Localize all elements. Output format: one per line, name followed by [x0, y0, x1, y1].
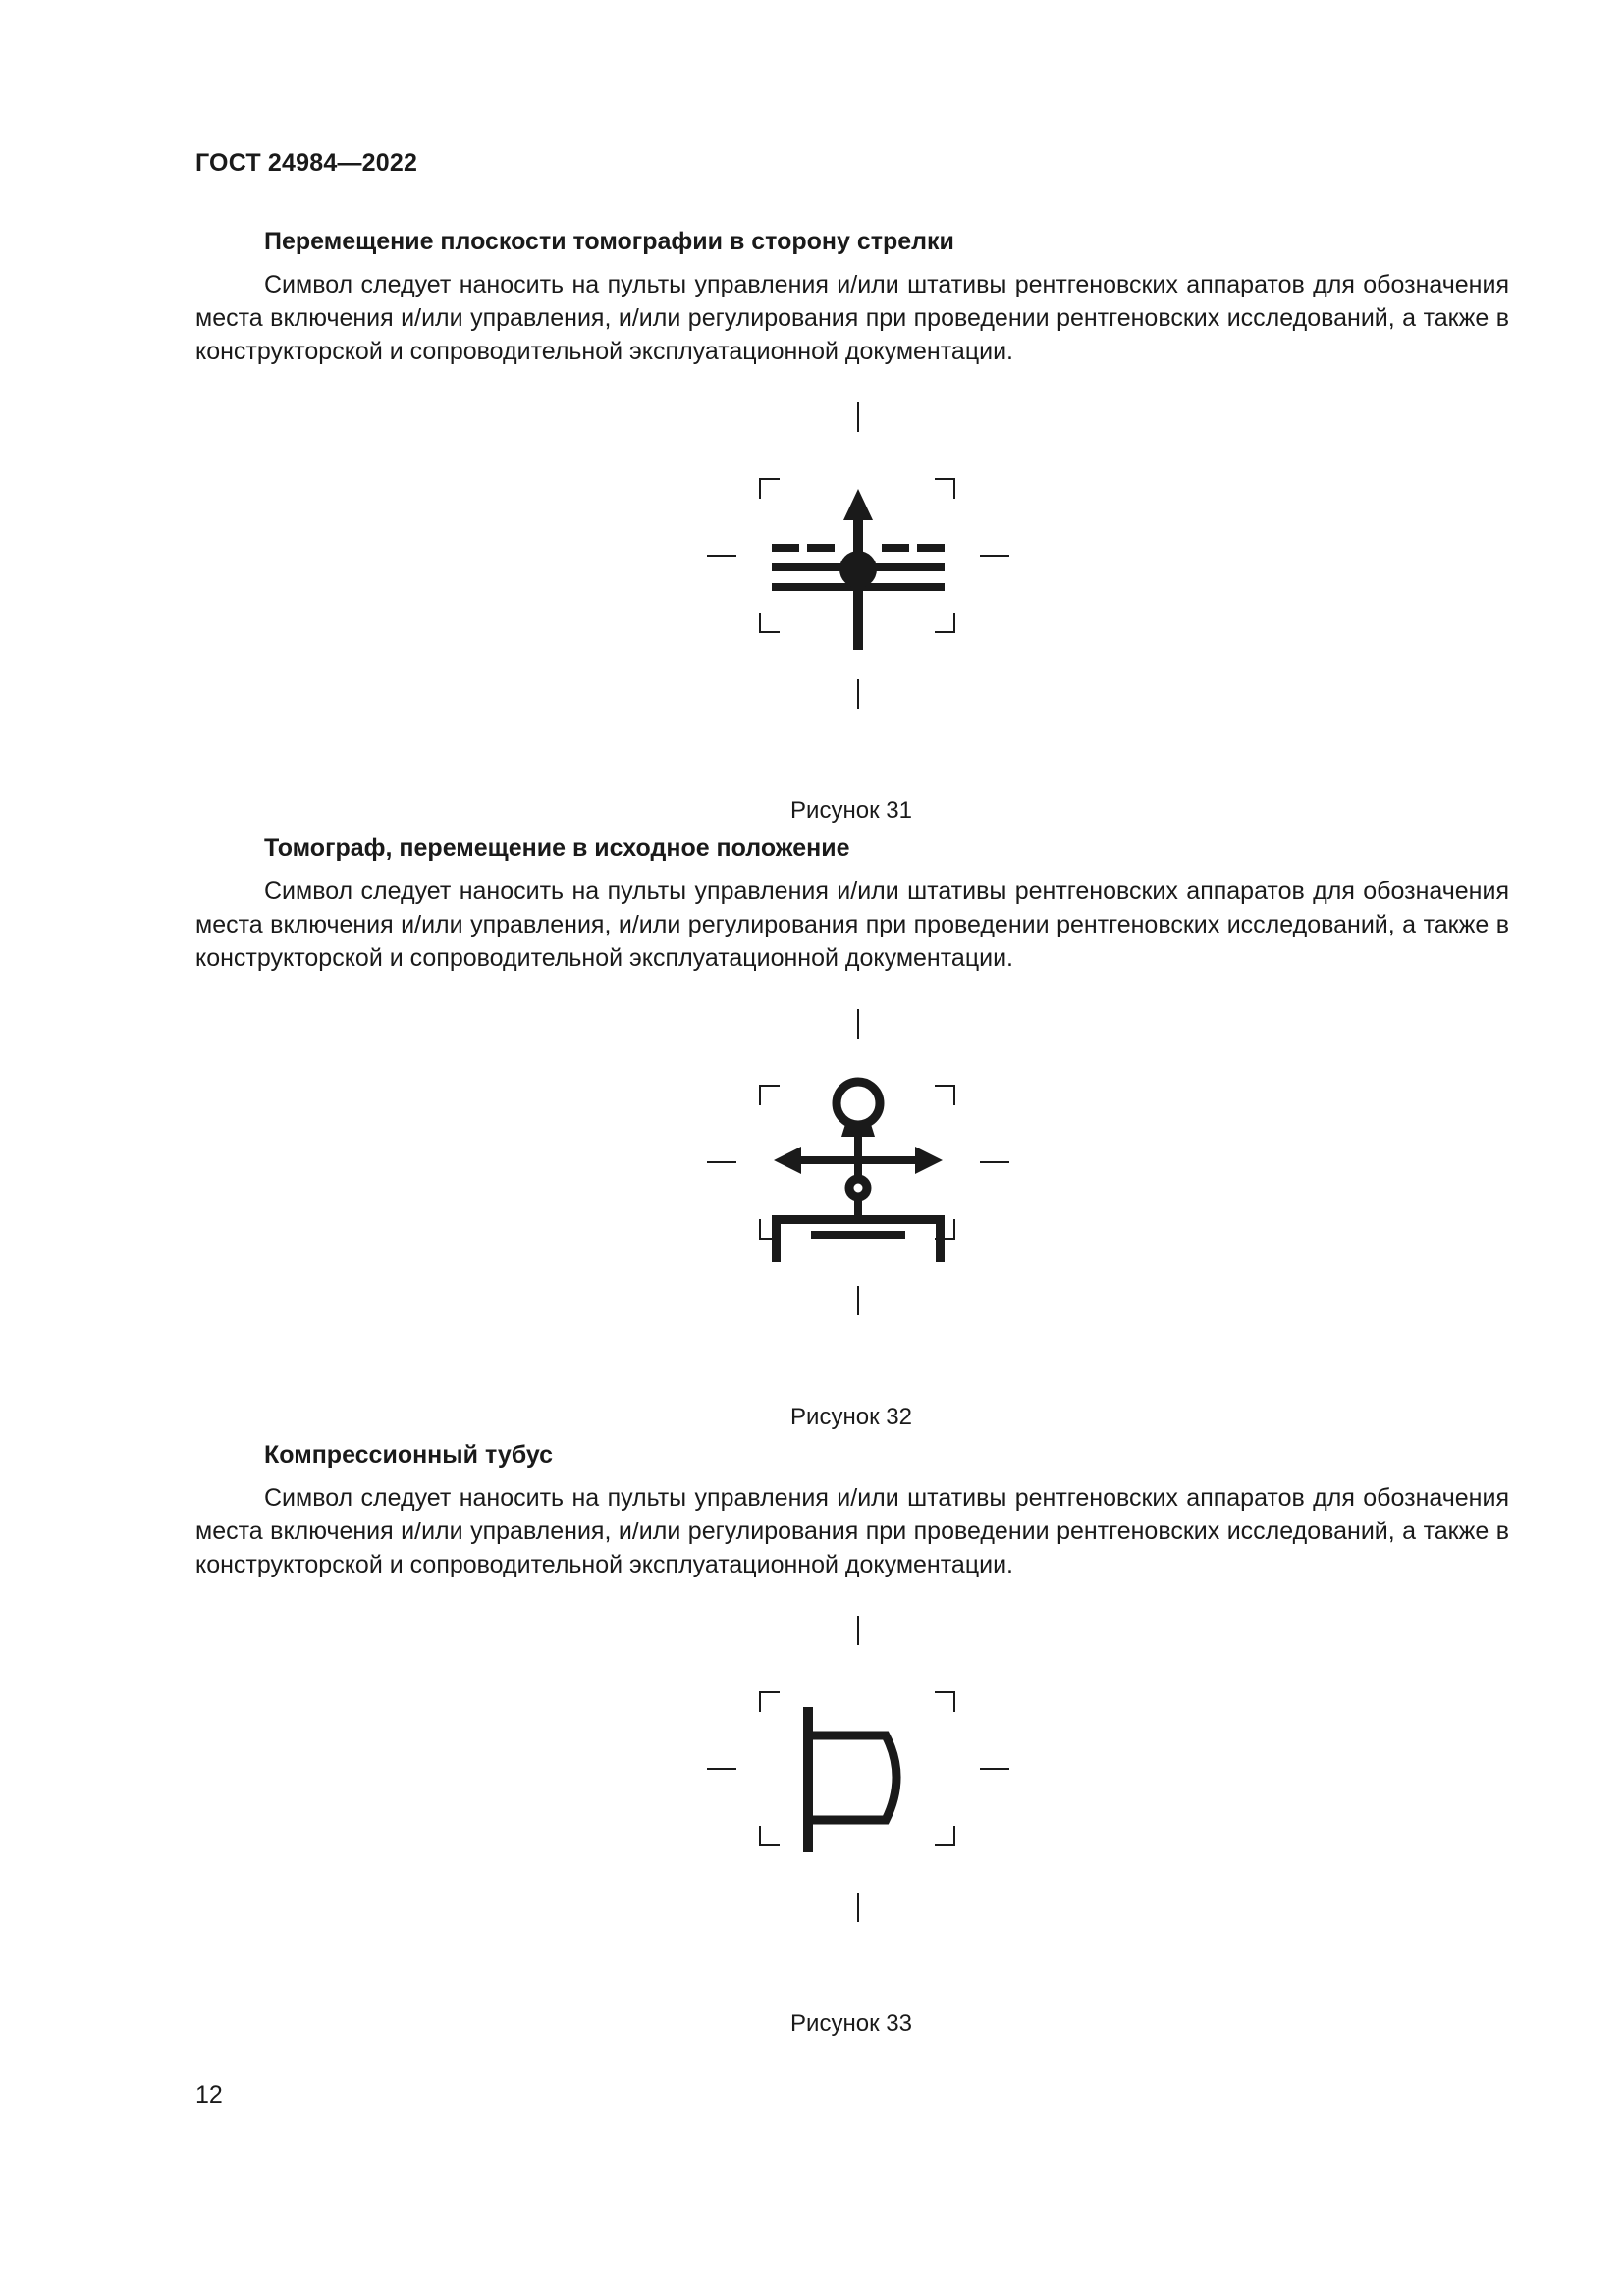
document-code-header: ГОСТ 24984—2022: [195, 149, 418, 177]
section-body-text: Символ следует наносить на пульты управления и/или штативы рентгеновских аппаратов для обозначения места включения и/или управления, и/или регулирования при проведении рентгеновских исследований, а также в конструкторской и сопроводительной эксплуатационной документации.: [195, 1484, 1509, 1578]
page-number: 12: [195, 2081, 223, 2109]
figure-32-symbol: [689, 1009, 1013, 1343]
section-title: Томограф, перемещение в исходное положение: [264, 834, 850, 862]
tomograph-home-position-icon: [689, 1009, 1013, 1343]
figure-caption: Рисунок 31: [790, 797, 912, 824]
figure-31-symbol: [689, 402, 1013, 736]
section-title: Компрессионный тубус: [264, 1441, 554, 1468]
section-body-text: Символ следует наносить на пульты управления и/или штативы рентгеновских аппаратов для обозначения места включения и/или управления, и/или регулирования при проведении рентгеновских исследований, а также в конструкторской и сопроводительной эксплуатационной документации.: [195, 271, 1509, 365]
tomography-plane-arrow-icon: [689, 402, 1013, 736]
figure-caption: Рисунок 33: [790, 2010, 912, 2037]
compression-tube-icon: [689, 1616, 1013, 1949]
section-title: Перемещение плоскости томографии в сторону стрелки: [264, 228, 954, 255]
figure-caption: Рисунок 32: [790, 1404, 912, 1430]
section-body-text: Символ следует наносить на пульты управления и/или штативы рентгеновских аппаратов для обозначения места включения и/или управления, и/или регулирования при проведении рентгеновских исследований, а также в конструкторской и сопроводительной эксплуатационной документации.: [195, 878, 1509, 972]
figure-33-symbol: [689, 1616, 1013, 1949]
